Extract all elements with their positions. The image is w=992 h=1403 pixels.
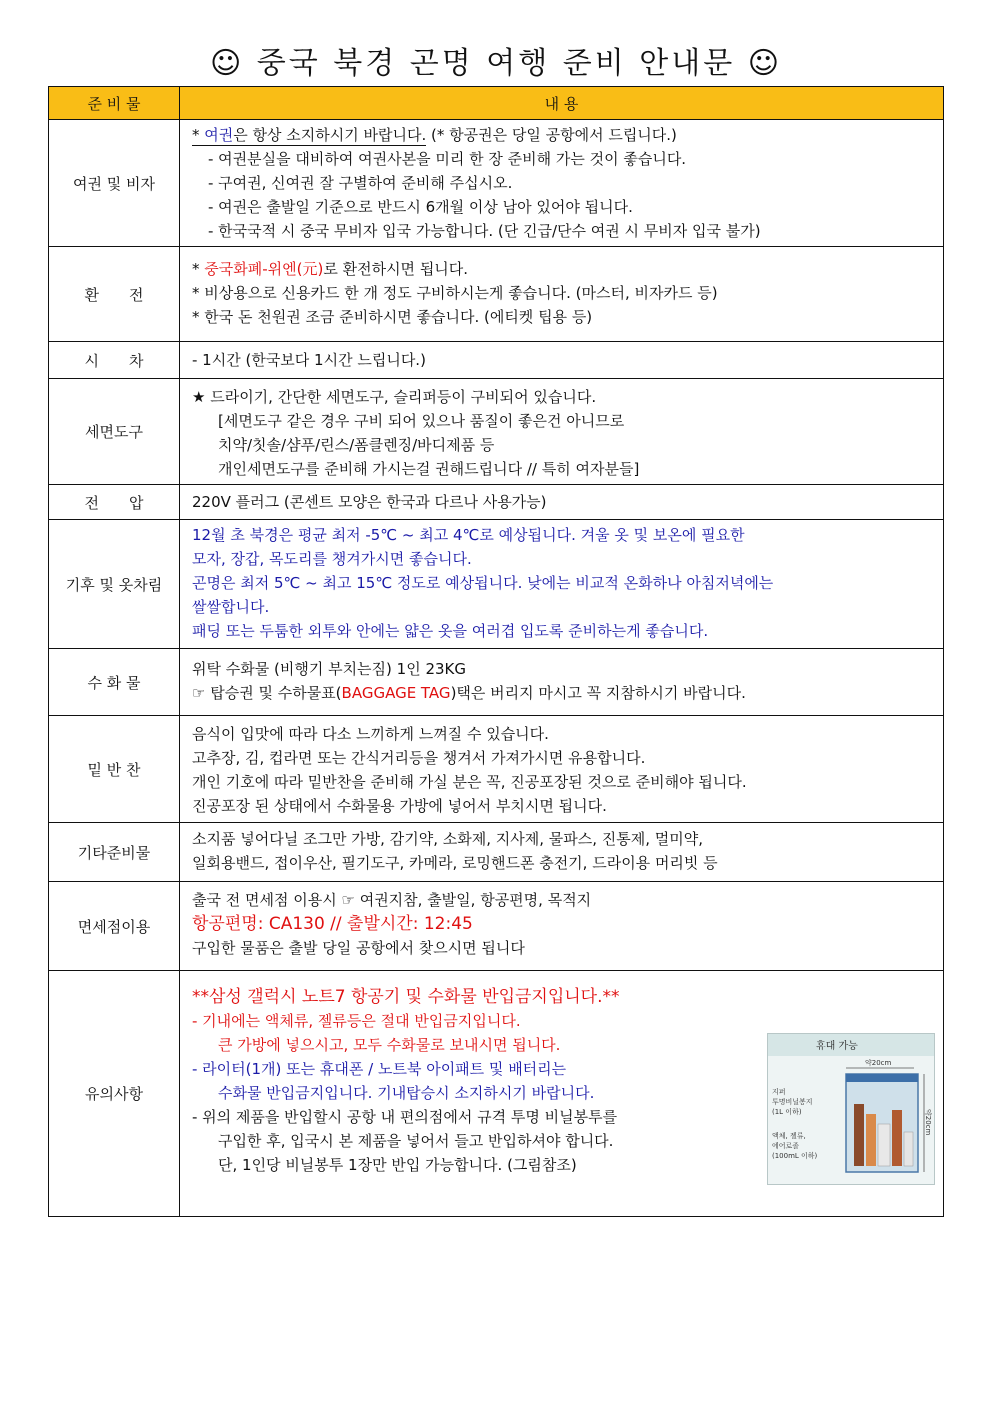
svg-text:(1L 이하): (1L 이하): [772, 1108, 802, 1116]
row-label-sidedish: 밑 반 찬: [49, 716, 180, 823]
row-label-voltage: 전 압: [49, 485, 180, 520]
svg-text:액체, 젤류,: 액체, 젤류,: [772, 1132, 806, 1140]
table-row: [49, 520, 944, 649]
row-content-passport: * 여권은 항상 소지하시기 바랍니다. (* 항공권은 당일 공항에서 드립니다.) - 여권분실을 대비하여 여권사본을 미리 한 장 준비해 가는 것이 좋습니다. - 구여권, 신여권 잘 구별하여 준비해 주십시오. - 여권은 출발일 기준으로 반드시 6개월 이상 남아 있어야 됩니다. - 한국국적 시 중국 무비자 입국 가능합니다. (단 긴급/단수 여권 시 무비자 입국 불가): [180, 120, 944, 247]
row-label-timediff: 시 차: [49, 342, 180, 379]
svg-text:투명비닐봉지: 투명비닐봉지: [772, 1098, 813, 1106]
table-row: [49, 649, 944, 716]
svg-text:지퍼: 지퍼: [772, 1088, 786, 1096]
row-content-toiletries: ★ 드라이기, 간단한 세면도구, 슬리퍼등이 구비되어 있습니다. [세면도구 같은 경우 구비 되어 있으나 품질이 좋은건 아니므로 치약/칫솔/샴푸/린스/폼클렌징/바디제품 등 개인세면도구를 준비해 가시는걸 권해드립니다 // 특히 여자분들]: [180, 379, 944, 485]
table-row: [49, 485, 944, 520]
row-label-dutyfree: 면세점이용: [49, 882, 180, 971]
row-label-exchange: 환 전: [49, 247, 180, 342]
image-width-label: 약20cm: [865, 1059, 892, 1067]
page-title: ☺ 중국 북경 곤명 여행 준비 안내문 ☺: [209, 46, 783, 81]
table-row: [49, 247, 944, 342]
row-label-etc: 기타준비물: [49, 823, 180, 882]
row-label-passport: 여권 및 비자: [49, 120, 180, 247]
table-row: [49, 971, 944, 1217]
row-label-baggage: 수 화 물: [49, 649, 180, 716]
passport-note: * 여권은 항상 소지하시기 바랍니다.: [192, 126, 427, 144]
table-row: [49, 882, 944, 971]
flight-info: 항공편명: CA130 // 출발시간: 12:45: [192, 914, 473, 934]
row-label-climate: 기후 및 옷차림: [49, 520, 180, 649]
header-item: 준 비 물: [49, 87, 180, 120]
row-content-notes: **삼성 갤럭시 노트7 항공기 및 수화물 반입금지입니다.** - 기내에는 액체류, 젤류등은 절대 반입금지입니다. 큰 가방에 넣으시고, 모두 수화물로 보내시면 됩니다. - 라이터(1개) 또는 휴대폰 / 노트북 아이패트 및 배터리는 수화물 반입금지입니다. 기내탑승시 소지하시기 바랍니다. - 위의 제품을 반입할시 공항 내 편의점에서 규격 투명 비닐봉투를 구입한 후, 입국시 본 제품을 넣어서 들고 반입하셔야 합니다. 단, 1인당 비닐봉투 1장만 반입 가능합니다. (그림참조) 휴대 가능 약20cm 약20cm 지퍼 투명비닐봉지 (1L 이하) 액체, 젤류, 에어로졸 (100mL 이하): [180, 971, 944, 1217]
row-content-dutyfree: 출국 전 면세점 이용시 ☞ 여권지참, 출발일, 항공편명, 목적지 항공편명: CA130 // 출발시간: 12:45 구입한 물품은 출발 당일 공항에서 찾으시면 됩니다: [180, 882, 944, 971]
svg-text:에어로졸: 에어로졸: [772, 1142, 800, 1150]
row-content-timediff: - 1시간 (한국보다 1시간 느립니다.): [180, 342, 944, 379]
table-row: [49, 379, 944, 485]
prep-table: [48, 86, 944, 1217]
liquid-bag-illustration: [767, 1033, 935, 1185]
row-label-notes: 유의사항: [49, 971, 180, 1217]
table-row: [49, 120, 944, 247]
row-content-exchange: * 중국화폐-위엔(元)로 환전하시면 됩니다. * 비상용으로 신용카드 한 개 정도 구비하시는게 좋습니다. (마스터, 비자카드 등) * 한국 돈 천원권 조금 준비하시면 좋습니다. (에티켓 팁용 등): [180, 247, 944, 342]
table-row: [49, 342, 944, 379]
row-content-climate: 12월 초 북경은 평균 최저 -5℃ ~ 최고 4℃로 예상됩니다. 겨울 옷 및 보온에 필요한 모자, 장갑, 목도리를 챙겨가시면 좋습니다. 곤명은 최저 5℃ ~ 최고 15℃ 정도로 예상됩니다. 낮에는 비교적 온화하나 아침저녁에는 쌀쌀합니다. 패딩 또는 두툼한 외투와 안에는 얇은 옷을 여러겹 입도록 준비하는게 좋습니다.: [180, 520, 944, 649]
liquid-bag-icon: [768, 1034, 934, 1184]
row-content-voltage: 220V 플러그 (콘센트 모양은 한국과 다르나 사용가능): [180, 485, 944, 520]
row-label-toiletries: 세면도구: [49, 379, 180, 485]
table-header: [49, 87, 944, 120]
table-row: [49, 716, 944, 823]
table-row: [49, 823, 944, 882]
row-content-baggage: 위탁 수화물 (비행기 부치는짐) 1인 23KG ☞ 탑승권 및 수하물표(BAGGAGE TAG)택은 버리지 마시고 꼭 지참하시기 바랍니다.: [180, 649, 944, 716]
row-content-etc: 소지품 넣어다닐 조그만 가방, 감기약, 소화제, 지사제, 물파스, 진통제, 멀미약, 일회용밴드, 접이우산, 필기도구, 카메라, 로밍핸드폰 충전기, 드라이용 머리빗 등: [180, 823, 944, 882]
notes-warning: **삼성 갤럭시 노트7 항공기 및 수화물 반입금지입니다.**: [192, 987, 620, 1007]
image-caption: 휴대 가능: [816, 1041, 858, 1052]
header-content: 내 용: [180, 87, 944, 120]
image-height-label: 약20cm: [924, 1109, 932, 1136]
svg-text:(100mL 이하): (100mL 이하): [772, 1152, 818, 1160]
row-content-sidedish: 음식이 입맛에 따라 다소 느끼하게 느껴질 수 있습니다. 고추장, 김, 컵라면 또는 간식거리등을 챙겨서 가져가시면 유용합니다. 개인 기호에 따라 밑반찬을 준비해 가실 분은 꼭, 진공포장된 것으로 준비해야 됩니다. 진공포장 된 상태에서 수화물용 가방에 넣어서 부치시면 됩니다.: [180, 716, 944, 823]
